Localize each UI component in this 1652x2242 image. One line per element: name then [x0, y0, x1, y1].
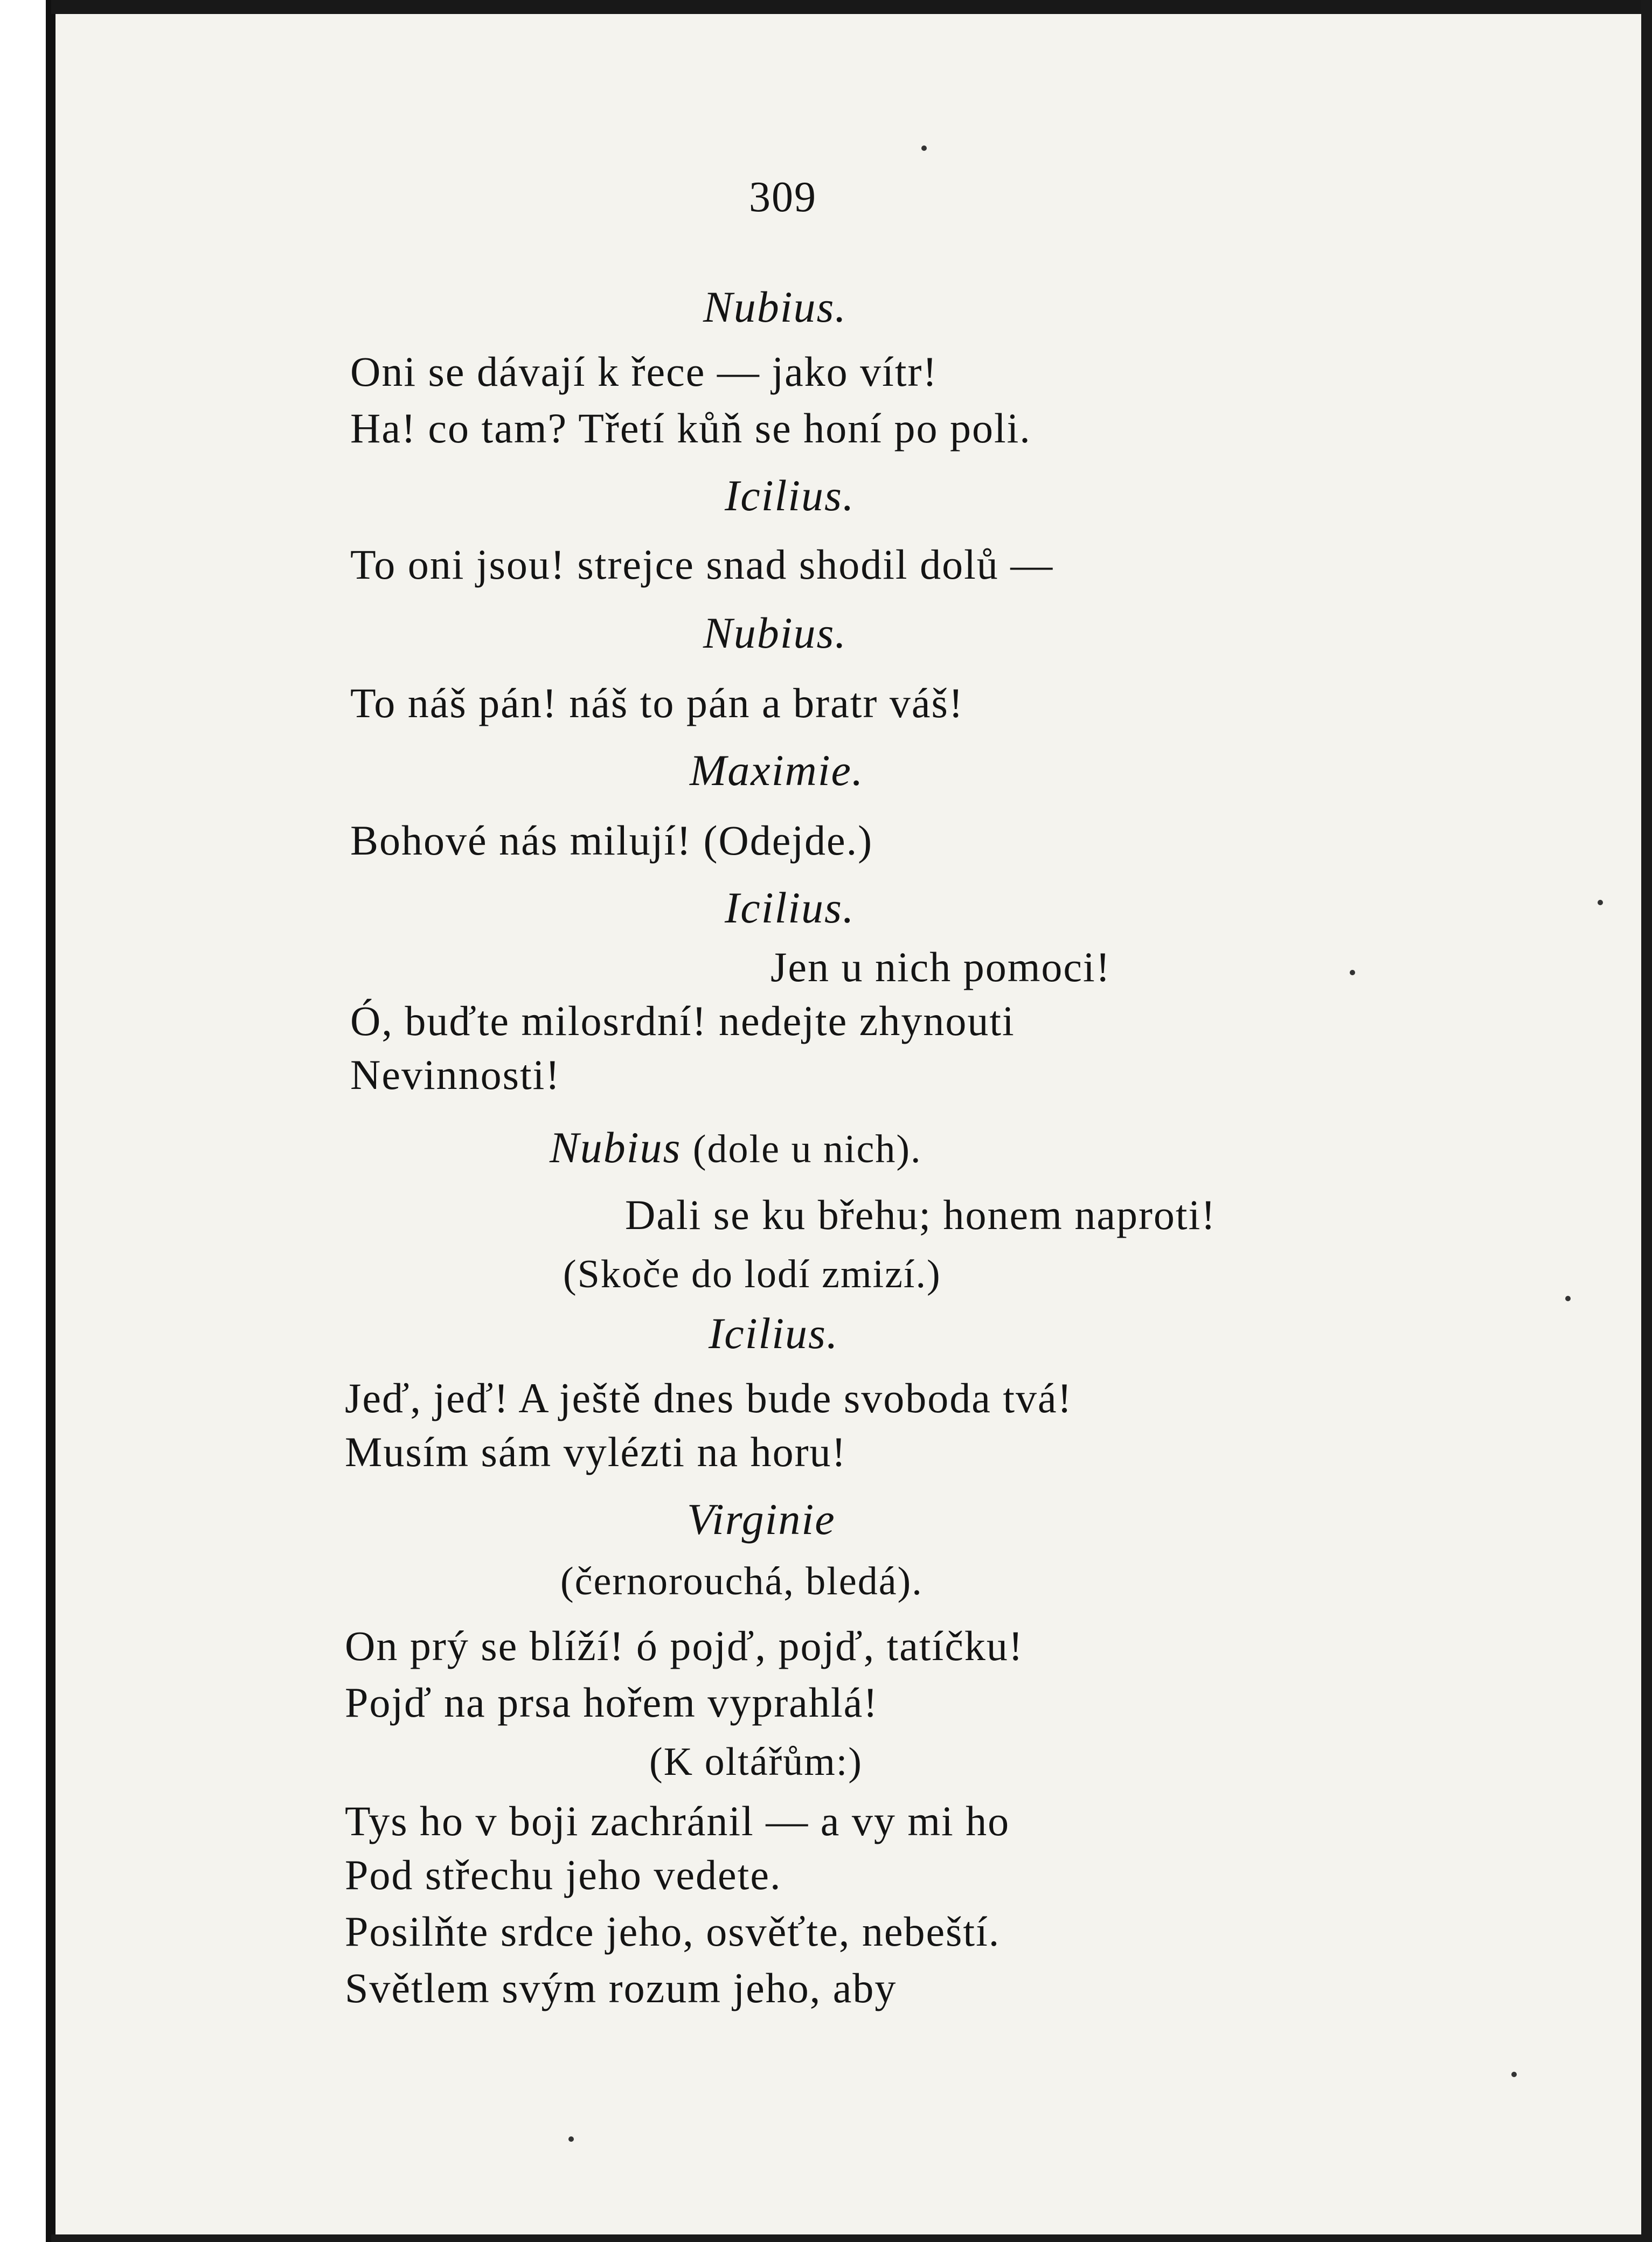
speaker-name: Virginie	[687, 1495, 836, 1544]
scan-border-top	[51, 0, 1652, 14]
speaker-name: Nubius.	[703, 282, 847, 331]
verse-line: Nevinnosti!	[350, 1051, 561, 1098]
scan-speck	[1565, 1296, 1571, 1301]
speaker-name: Nubius.	[703, 608, 847, 657]
verse-line: Jeď, jeď! A ještě dnes bude svoboda tvá!	[345, 1375, 1073, 1421]
speaker-name: Icilius.	[725, 471, 855, 520]
verse-line: To oni jsou! strejce snad shodil dolů —	[350, 541, 1054, 588]
speaker-with-stage-note	[550, 1121, 921, 1176]
verse-line: Pojď na prsa hořem vyprahlá!	[345, 1679, 879, 1726]
stage-direction: (černorouchá, bledá).	[560, 1559, 923, 1604]
verse-line: Bohové nás milují! (Odejde.)	[350, 817, 873, 864]
page-number: 309	[749, 173, 817, 221]
scan-border-left	[46, 0, 55, 2242]
verse-line: To náš pán! náš to pán a bratr váš!	[350, 679, 964, 726]
verse-line: Posilňte srdce jeho, osvěťte, nebeští.	[345, 1908, 1001, 1955]
verse-line: Oni se dávají k řece — jako vítr!	[350, 348, 938, 395]
verse-line: Světlem svým rozum jeho, aby	[345, 1965, 897, 2011]
stage-direction: (Skoče do lodí zmizí.)	[563, 1252, 941, 1296]
verse-line: Tys ho v boji zachránil — a vy mi ho	[345, 1797, 1010, 1844]
verse-line: Jen u nich pomoci!	[771, 943, 1111, 990]
speaker-name: Maximie.	[690, 746, 864, 795]
scan-speck	[1511, 2072, 1517, 2077]
speaker-name: Nubius	[550, 1123, 682, 1172]
scan-margin-left	[0, 0, 51, 2242]
scan-speck	[568, 2136, 574, 2142]
verse-line: On prý se blíží! ó pojď, pojď, tatíčku!	[345, 1622, 1024, 1669]
scan-speck	[1350, 970, 1355, 975]
scan-speck	[921, 145, 927, 151]
verse-line: Dali se ku břehu; honem naproti!	[625, 1191, 1217, 1238]
scan-speck	[1598, 900, 1603, 905]
scan-border-bottom	[51, 2234, 1652, 2242]
stage-direction: (K oltářům:)	[649, 1740, 863, 1784]
speaker-name: Icilius.	[709, 1309, 839, 1358]
scan-border-right	[1641, 0, 1652, 2242]
verse-line: Musím sám vylézti na horu!	[345, 1428, 847, 1475]
verse-line: Ha! co tam? Třetí kůň se honí po poli.	[350, 405, 1031, 452]
stage-direction: (dole u nich).	[692, 1127, 922, 1171]
speaker-name: Icilius.	[725, 883, 855, 932]
verse-line: Ó, buďte milosrdní! nedejte zhynouti	[350, 997, 1015, 1044]
verse-line: Pod střechu jeho vedete.	[345, 1851, 782, 1898]
